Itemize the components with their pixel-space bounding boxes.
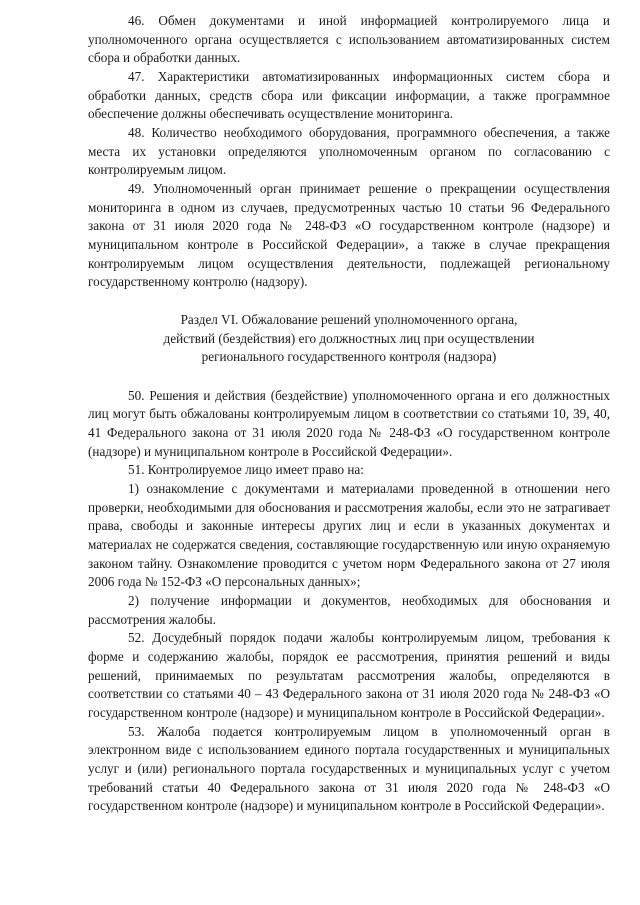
paragraph-49: 49. Уполномоченный орган принимает решение о прекращении осуществления мониторинга в одном из случаев, предусмотренных частью 10 статьи 96 Федерального закона от 31 июля 2020 года № 248-ФЗ «О государственном контроле (надзоре) и муниципальном контроле в Российской Федерации», а также в случае прекращения контролируемым лицом осуществления деятельности, подлежащей региональному государственному контролю (надзору). <box>88 180 610 290</box>
paragraph-47: 47. Характеристики автоматизированных информационных систем сбора и обработки данных, средств сбора или фиксации информации, а также программное обеспечение должны обеспечивать осуществление мониторинга. <box>88 68 610 122</box>
paragraph-52: 52. Досудебный порядок подачи жалобы контролируемым лицом, требования к форме и содержанию жалобы, порядок ее рассмотрения, принятия решений и виды решений, принимаемых по результатам рассмотрения жалобы, определяются в соответствии со статьями 40 – 43 Федерального закона от 31 июля 2020 года № 248-ФЗ «О государственном контроле (надзоре) и муниципальном контроле в Российской Федерации». <box>88 630 610 720</box>
paragraph-48: 48. Количество необходимого оборудования, программного обеспечения, а также места их установки определяются уполномоченным органом по согласованию с контролируемым лицом. <box>88 124 610 178</box>
paragraph-50: 50. Решения и действия (бездействие) уполномоченного органа и его должностных лиц могут быть обжалованы контролируемым лицом в соответствии со статьями 10, 39, 40, 41 Федерального закона от 31 июля 2020 года № 248-ФЗ «О государственном контроле (надзоре) и муниципальном контроле в Российской Федерации». <box>88 387 610 459</box>
section-heading-line-1: Раздел VI. Обжалование решений уполномоченного органа, <box>180 311 518 327</box>
document-page <box>88 12 610 816</box>
section-heading-line-3: регионального государственного контроля (надзора) <box>201 349 497 365</box>
paragraph-53: 53. Жалоба подается контролируемым лицом в уполномоченный орган в электронном виде с использованием единого портала государственных и муниципальных услуг и (или) регионального портала государственных и муниципальных услуг с учетом требований статьи 40 Федерального закона от 31 июля 2020 года № 248-ФЗ «О государственном контроле (надзоре) и муниципальном контроле в Российской Федерации». <box>88 723 610 814</box>
section-heading <box>88 292 610 387</box>
paragraph-46: 46. Обмен документами и иной информацией контролируемого лица и уполномоченного органа осуществляется с использованием автоматизированных систем сбора и обработки данных. <box>88 13 610 66</box>
section-heading-line-2: действий (бездействия) его должностных лиц при осуществлении <box>163 330 535 346</box>
paragraph-51: 51. Контролируемое лицо имеет право на: <box>128 462 364 478</box>
paragraph-51-item-2: 2) получение информации и документов, необходимых для обоснования и рассмотрения жалобы. <box>88 593 610 627</box>
paragraph-51-item-1: 1) ознакомление с документами и материалами проведенной в отношении него проверки, необходимыми для обоснования и рассмотрения жалобы, если это не затрагивает права, свободы и законные интересы других лиц и если в указанных документах и материалах не содержатся сведения, составляющие государственную или иную охраняемую законом тайну. Ознакомление проводится с учетом норм Федерального закона от 27 июля 2006 года № 152-ФЗ «О персональных данных»; <box>88 481 610 590</box>
